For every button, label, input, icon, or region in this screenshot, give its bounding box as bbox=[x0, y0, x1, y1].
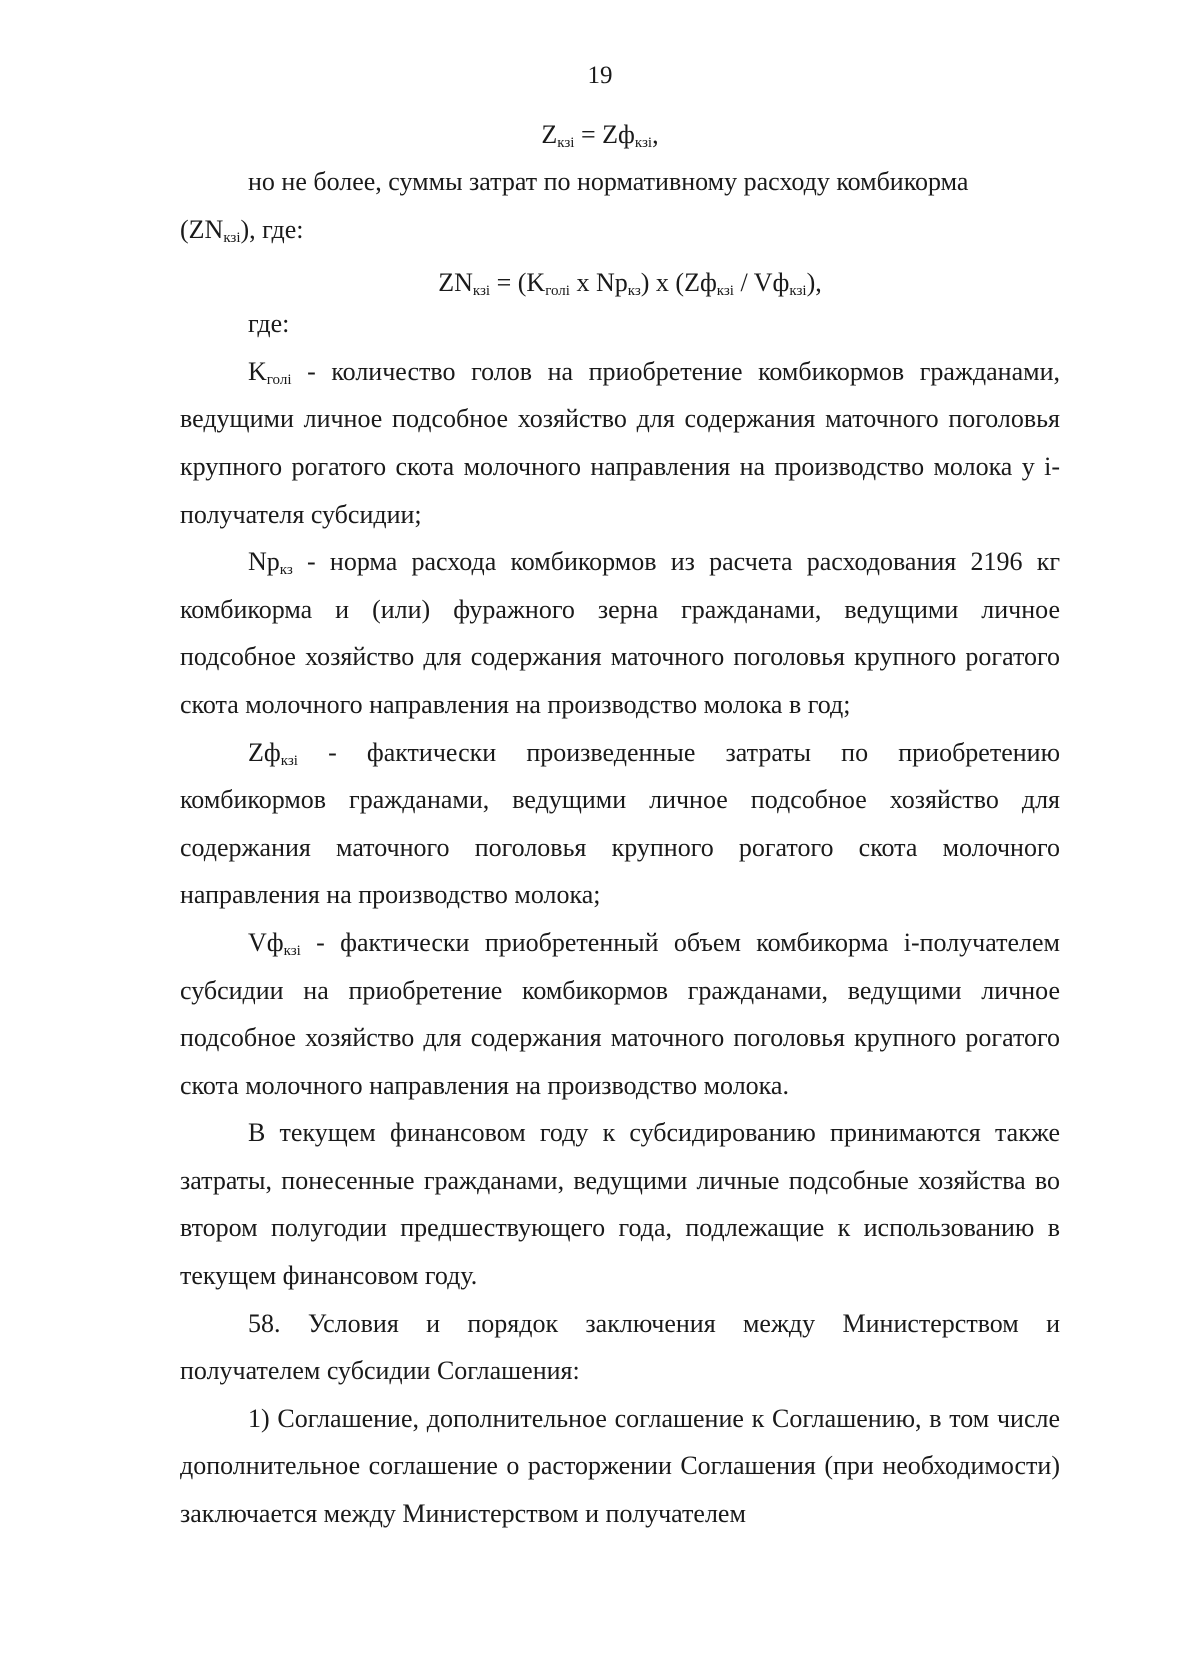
page-number: 19 bbox=[587, 62, 613, 89]
body-text bbox=[180, 158, 1060, 1538]
formula-zkzi: $Z_{кзi} = Zф_{кзi}$, bbox=[541, 120, 659, 151]
paragraph-where: где: bbox=[248, 309, 290, 339]
paragraph-58-1: 1) Соглашение, дополнительное соглашение к Соглашению, в том числе дополнительное соглашение о расторжении Соглашения (при необходимости) заключается между Министерством и получателем bbox=[180, 1403, 1060, 1529]
paragraph-intro-cont: $(ZN_{кзi})$, где: bbox=[180, 214, 304, 246]
formula-znkzi: $ZN_{кзi} = (K_{голi}$ x $Np_{кз}$) x $(Zф_{кзi} / Vф_{кзi})$, bbox=[438, 268, 822, 299]
definition-zf-kzi: $Zф_{кзi}$ - фактически произведенные затраты по приобретению комбикормов гражданами, ведущими личное подсобное хозяйство для содержания маточного поголовья крупного рогатого скота молочного направления на производство молока; bbox=[180, 737, 1060, 910]
definition-np-kz: $Np_{кз}$ - норма расхода комбикормов из расчета расходования 2196 кг комбикорма и (или) фуражного зерна гражданами, ведущими личное подсобное хозяйство для содержания маточного поголовья крупного рогатого скота молочного направления на производство молока в год; bbox=[180, 547, 1060, 719]
definition-k-goli: $K_{голi}$ - количество голов на приобретение комбикормов гражданами, ведущими личное подсобное хозяйство для содержания маточного поголовья крупного рогатого скота молочного направления на производство молока у i-получателя субсидии; bbox=[180, 356, 1060, 529]
paragraph-intro: но не более, суммы затрат по нормативному расходу комбикорма bbox=[248, 167, 969, 196]
paragraph-current-year: В текущем финансовом году к субсидированию принимаются также затраты, понесенные гражданами, ведущими личные подсобные хозяйства во втором полугодии предшествующего года, подлежащие к использованию в текущем финансовом году. bbox=[180, 1118, 1060, 1291]
paragraph-58: 58. Условия и порядок заключения между Министерством и получателем субсидии Соглашения: bbox=[180, 1308, 1060, 1386]
definition-vf-kzi: $Vф_{кзi}$ - фактически приобретенный объем комбикорма i-получателем субсидии на приобретение комбикормов гражданами, ведущими личное подсобное хозяйство для содержания маточного поголовья крупного рогатого скота молочного направления на производство молока. bbox=[180, 927, 1060, 1100]
